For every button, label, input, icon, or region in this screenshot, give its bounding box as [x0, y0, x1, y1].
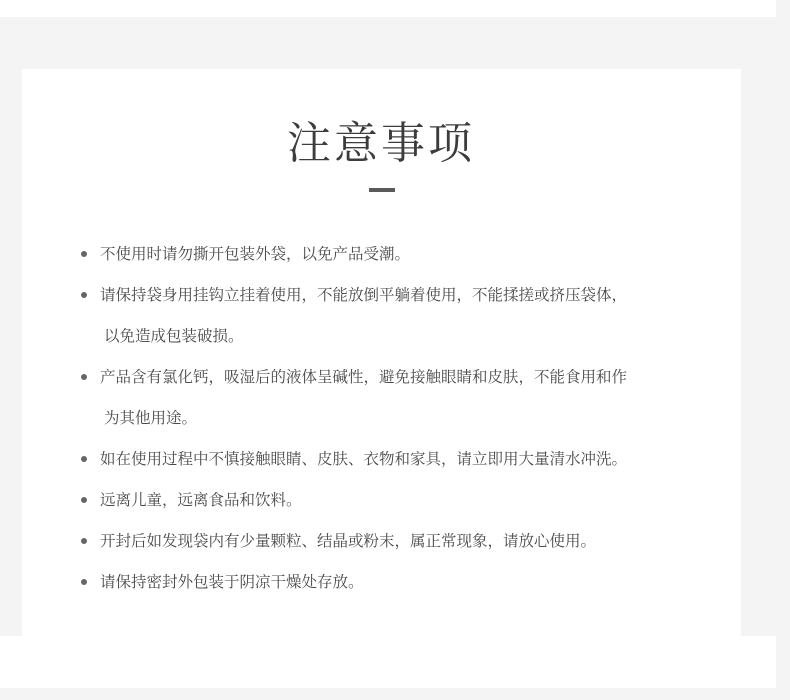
top-panel-edge	[0, 0, 776, 17]
bottom-panel-edge	[0, 636, 776, 688]
list-item	[78, 480, 718, 521]
list-item	[78, 275, 718, 357]
page-title: 注意事项	[287, 118, 475, 169]
note-text: 产品含有氯化钙，吸湿后的液体呈碱性，避免接触眼睛和皮肤，不能食用和作	[100, 368, 628, 386]
list-item	[78, 439, 718, 480]
bullet-icon	[81, 251, 87, 257]
note-text: 开封后如发现袋内有少量颗粒、结晶或粉末，属正常现象，请放心使用。	[100, 532, 597, 550]
bullet-icon	[81, 579, 87, 585]
bullet-icon	[81, 456, 87, 462]
note-text: 不使用时请勿撕开包装外袋，以免产品受潮。	[100, 245, 411, 263]
note-text-continuation: 以免造成包装破损。	[104, 327, 244, 345]
note-text-continuation: 为其他用途。	[104, 409, 198, 427]
note-text: 远离儿童，远离食品和饮料。	[100, 491, 302, 509]
bullet-icon	[81, 292, 87, 298]
note-text: 请保持袋身用挂钩立挂着使用，不能放倒平躺着使用，不能揉搓或挤压袋体，	[100, 286, 628, 304]
bullet-icon	[81, 497, 87, 503]
list-item	[78, 357, 718, 439]
list-item	[78, 562, 718, 603]
bullet-icon	[81, 374, 87, 380]
note-text: 如在使用过程中不慎接触眼睛、皮肤、衣物和家具，请立即用大量清水冲洗。	[100, 450, 628, 468]
notice-list	[78, 234, 718, 603]
note-text: 请保持密封外包装于阴凉干燥处存放。	[100, 573, 364, 591]
title-divider	[369, 188, 395, 192]
list-item	[78, 521, 718, 562]
bullet-icon	[81, 538, 87, 544]
list-item	[78, 234, 718, 275]
